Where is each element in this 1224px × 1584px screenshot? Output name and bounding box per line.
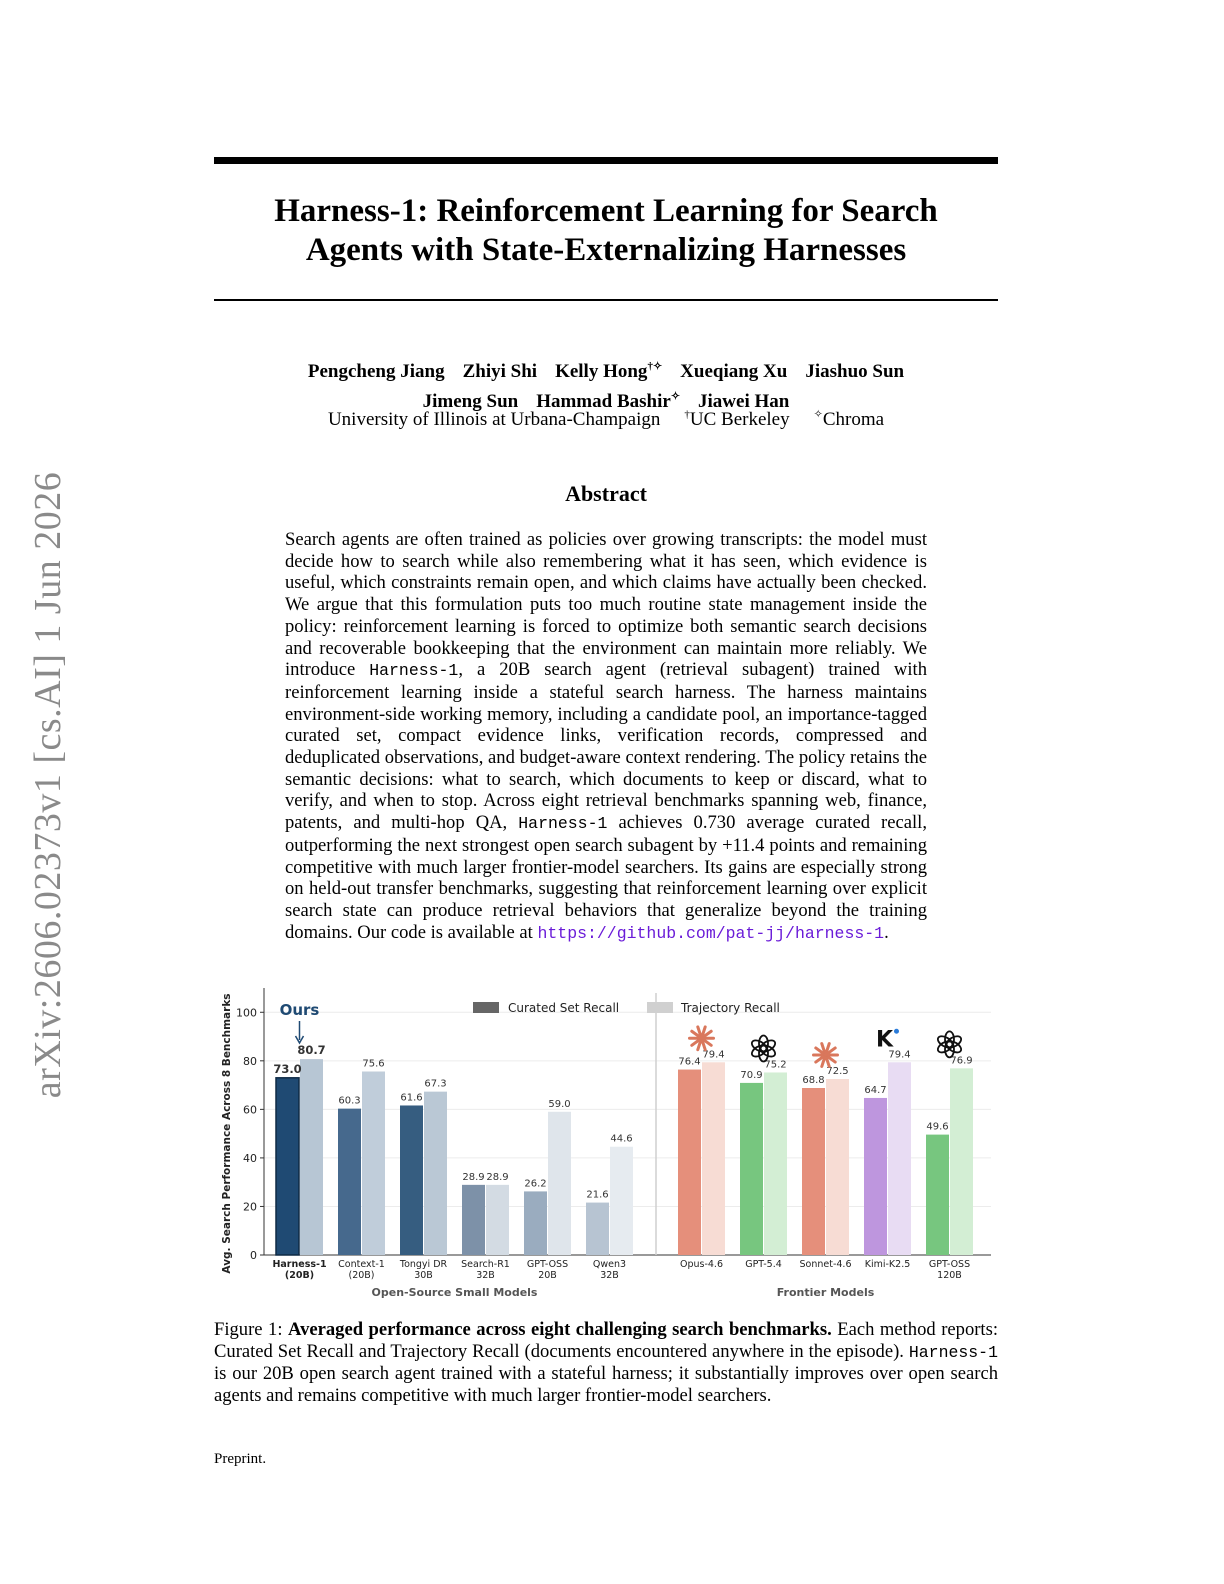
data-label-curated: 70.9 [740, 1069, 763, 1081]
bar-curated-recall [338, 1109, 361, 1255]
data-label-trajectory: 67.3 [424, 1078, 447, 1090]
harness-code-ref: Harness-1 [518, 814, 608, 834]
legend-label-trajectory: Trajectory Recall [681, 1001, 780, 1015]
data-label-trajectory: 72.5 [826, 1066, 849, 1078]
bar-curated-recall [524, 1191, 547, 1255]
y-tick-label: 80 [243, 1054, 257, 1068]
author-affiliation-mark: †✧ [647, 361, 663, 373]
affiliation: University of Illinois at Urbana-Champaign [327, 409, 661, 431]
openai-icon [750, 1035, 777, 1061]
data-label-curated: 64.7 [864, 1084, 887, 1096]
paper-title: Harness-1: Reinforcement Learning for Search Agents with State-Externalizing Harnesses [274, 193, 938, 268]
x-tick-label: (20B) [284, 1270, 315, 1281]
bar-curated-recall [586, 1203, 609, 1255]
author-name: Jimeng Sun [422, 390, 519, 412]
x-tick-label: Qwen3 [592, 1259, 627, 1270]
ours-callout: Ours [279, 1001, 320, 1019]
x-tick-label: 32B [476, 1270, 495, 1281]
group-label: Frontier Models [776, 1286, 875, 1299]
bar-trajectory-recall [424, 1092, 447, 1255]
data-label-trajectory: 75.6 [362, 1058, 385, 1070]
data-label-trajectory: 28.9 [486, 1171, 509, 1183]
y-tick-label: 60 [243, 1103, 257, 1117]
anthropic-icon [690, 1027, 714, 1050]
x-tick-label: GPT-5.4 [745, 1259, 782, 1270]
bar-curated-recall [740, 1083, 763, 1255]
x-tick-label: 32B [600, 1270, 619, 1281]
title-rule-bottom [214, 299, 998, 301]
bar-trajectory-recall [702, 1062, 725, 1255]
data-label-trajectory: 59.0 [548, 1098, 571, 1110]
y-axis-label: Avg. Search Performance Across 8 Benchmarks [221, 993, 233, 1274]
bar-curated-recall [864, 1098, 887, 1255]
bar-trajectory-recall [826, 1079, 849, 1255]
y-tick-label: 20 [243, 1200, 257, 1214]
data-label-trajectory: 79.4 [888, 1049, 911, 1061]
anthropic-icon [814, 1044, 838, 1067]
abstract-heading: Abstract [565, 481, 647, 506]
bar-trajectory-recall [362, 1071, 385, 1255]
bar-curated-recall [678, 1070, 701, 1255]
preprint-footer: Preprint. [214, 1451, 267, 1467]
title-rule-top [214, 157, 998, 164]
data-label-curated: 26.2 [524, 1178, 547, 1190]
data-label-curated: 68.8 [802, 1075, 825, 1087]
y-tick-label: 0 [250, 1249, 257, 1262]
author-name: Hammad Bashir✧ [536, 390, 681, 412]
author-name: Xueqiang Xu [680, 361, 788, 383]
author-name: Jiawei Han [698, 390, 790, 412]
data-label-curated: 21.6 [586, 1189, 609, 1201]
x-tick-label: 30B [414, 1270, 433, 1281]
data-label-trajectory: 76.9 [950, 1055, 973, 1067]
bar-trajectory-recall [950, 1068, 973, 1255]
x-tick-label: GPT-OSS [526, 1259, 569, 1270]
data-label-trajectory: 75.2 [764, 1059, 787, 1071]
bar-curated-recall [926, 1135, 949, 1255]
affiliations [214, 403, 998, 432]
y-tick-label: 100 [236, 1006, 257, 1020]
data-label-curated: 28.9 [462, 1171, 485, 1183]
data-label-trajectory: 79.4 [702, 1049, 725, 1061]
affiliation: ✧Chroma [813, 409, 885, 431]
data-label-trajectory: 80.7 [297, 1043, 326, 1058]
bar-trajectory-recall [548, 1112, 571, 1255]
group-label: Open-Source Small Models [371, 1286, 538, 1299]
legend-label-curated: Curated Set Recall [508, 1001, 620, 1015]
performance-bar-chart [214, 976, 1004, 1306]
x-tick-label: GPT-OSS [928, 1259, 971, 1270]
x-tick-label: Tongyi DR [399, 1259, 448, 1270]
author-name: Pengcheng Jiang [307, 361, 445, 383]
x-tick-label: Context-1 [338, 1259, 385, 1270]
bar-trajectory-recall [764, 1072, 787, 1255]
code-repo-link[interactable]: https://github.com/pat-jj/harness-1 [537, 923, 885, 943]
data-label-curated: 73.0 [273, 1061, 302, 1076]
data-label-curated: 61.6 [400, 1092, 423, 1104]
x-tick-label: Sonnet-4.6 [799, 1259, 852, 1270]
data-label-curated: 76.4 [678, 1056, 701, 1068]
author-affiliation-mark: ✧ [670, 390, 681, 403]
x-tick-label: Search-R1 [461, 1259, 510, 1270]
data-label-trajectory: 44.6 [610, 1133, 633, 1145]
bar-trajectory-recall [300, 1059, 323, 1255]
legend-swatch-curated [473, 1002, 499, 1013]
x-tick-label: 120B [937, 1270, 962, 1281]
x-tick-label: Opus-4.6 [679, 1259, 724, 1270]
bar-curated-recall [802, 1088, 825, 1255]
data-label-curated: 49.6 [926, 1121, 949, 1133]
author-name: Zhiyi Shi [462, 361, 538, 383]
y-tick-label: 40 [243, 1151, 257, 1165]
affiliation: †UC Berkeley [684, 409, 790, 431]
figure-caption: Figure 1: Averaged performance across eight challenging search benchmarks. Each method reports: Curated Set Recall and Trajectory Recall (documents encountered anywhere in the episode). Harness-1 is our 20B open search agent trained with a stateful harness; it substantially improves over open search agents and remains competitive with much larger frontier-model searchers. [214, 1319, 998, 1407]
bar-curated-recall [276, 1078, 299, 1255]
bar-curated-recall [462, 1185, 485, 1255]
author-name: Kelly Hong†✧ [555, 361, 663, 383]
x-tick-label: 20B [538, 1270, 557, 1281]
bar-trajectory-recall [610, 1147, 633, 1255]
data-label-curated: 60.3 [338, 1095, 361, 1107]
legend-swatch-trajectory [647, 1002, 673, 1013]
bar-curated-recall [400, 1105, 423, 1255]
svg-text:K: K [875, 1027, 894, 1053]
author-name: Jiashuo Sun [805, 361, 905, 383]
bar-trajectory-recall [888, 1062, 911, 1255]
x-tick-label: (20B) [348, 1270, 375, 1281]
x-tick-label: Harness-1 [272, 1259, 327, 1270]
arxiv-identifier: arXiv:2606.02373v1 [cs.AI] 1 Jun 2026 [27, 471, 69, 1099]
x-tick-label: Kimi-K2.5 [864, 1259, 911, 1270]
harness-code-ref: Harness-1 [369, 661, 459, 681]
abstract-body: Search agents are often trained as policies over growing transcripts: the model must decide how to search while also remembering what it has seen, which evidence is useful, which constraints remain open, and which claims have actually been checked. We argue that this formulation puts too much routine state management inside the policy: reinforcement learning is forced to optimize both semantic search decisions and recoverable bookkeeping that the environment can maintain more reliably. We introduce Harness-1, a 20B search agent (retrieval subagent) trained with reinforcement learning inside a stateful search harness. The harness maintains environment-side working memory, including a candidate pool, an importance-tagged curated set, compact evidence links, verification records, compressed and deduplicated observations, and budget-aware context rendering. The policy retains the semantic decisions: what to search, which documents to keep or discard, what to verify, and when to stop. Across eight retrieval benchmarks spanning web, finance, patents, and multi-hop QA, Harness-1 achieves 0.730 average curated recall, outperforming the next strongest open search subagent by +11.4 points and remaining competitive with much larger frontier-model searchers. Its gains are especially strong on held-out transfer benchmarks, suggesting that reinforcement learning over explicit search state can produce retrieval behaviors that generalize beyond the training domains. Our code is available at https://github.com/pat-jj/harness-1. [285, 529, 927, 943]
openai-icon [936, 1031, 963, 1057]
bar-trajectory-recall [486, 1185, 509, 1255]
